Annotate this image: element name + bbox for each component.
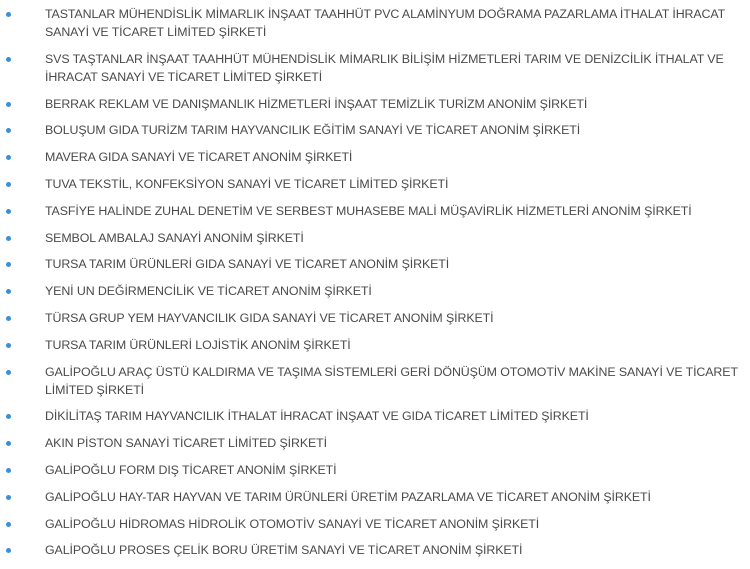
bullet-icon <box>6 12 11 17</box>
bullet-icon <box>6 262 11 267</box>
list-item <box>0 95 750 113</box>
company-name: YENİ UN DEĞİRMENCİLİK VE TİCARET ANONİM ŞİRKETİ <box>45 284 372 299</box>
company-name: TURSA TARIM ÜRÜNLERİ LOJİSTİK ANONİM ŞİRKETİ <box>45 337 351 352</box>
list-item <box>0 148 750 166</box>
company-name: BOLUŞUM GIDA TURİZM TARIM HAYVANCILIK EĞİTİM SANAYİ VE TİCARET ANONİM ŞİRKETİ <box>45 123 581 138</box>
company-name: GALİPOĞLU FORM DIŞ TİCARET ANONİM ŞİRKETİ <box>45 462 337 477</box>
bullet-icon <box>6 316 11 321</box>
bullet-icon <box>6 289 11 294</box>
list-item <box>0 121 750 139</box>
list-item <box>0 461 750 479</box>
company-list <box>0 5 750 568</box>
company-name: AKIN PİSTON SANAYİ TİCARET LİMİTED ŞİRKETİ <box>45 436 327 451</box>
company-name: MAVERA GIDA SANAYİ VE TİCARET ANONİM ŞİRKETİ <box>45 150 353 165</box>
bullet-icon <box>6 441 11 446</box>
bullet-icon <box>6 155 11 160</box>
list-item <box>0 541 750 559</box>
bullet-icon <box>6 414 11 419</box>
company-name: TASTANLAR MÜHENDİSLİK MİMARLIK İNŞAAT TAAHHÜT PVC ALAMİNYUM DOĞRAMA PAZARLAMA İTHALAT İHRACAT SANAYİ VE TİCARET LİMİTED ŞİRKETİ <box>45 7 725 39</box>
list-item <box>0 336 750 354</box>
list-item <box>0 175 750 193</box>
bullet-icon <box>6 522 11 527</box>
company-name: TURSA TARIM ÜRÜNLERİ GIDA SANAYİ VE TİCARET ANONİM ŞİRKETİ <box>45 257 450 272</box>
list-item <box>0 434 750 452</box>
bullet-icon <box>6 495 11 500</box>
list-item <box>0 255 750 273</box>
bullet-icon <box>6 128 11 133</box>
company-name: SVS TAŞTANLAR İNŞAAT TAAHHÜT MÜHENDİSLİK MİMARLIK BİLİŞİM HİZMETLERİ TARIM VE DENİZCİLİK İTHALAT VE İHRACAT SANAYİ VE TİCARET LİMİTED ŞİRKETİ <box>45 51 724 84</box>
list-item <box>0 363 750 399</box>
bullet-icon <box>6 182 11 187</box>
list-item <box>0 515 750 533</box>
bullet-icon <box>6 57 11 62</box>
list-item <box>0 229 750 247</box>
company-name: BERRAK REKLAM VE DANIŞMANLIK HİZMETLERİ İNŞAAT TEMİZLİK TURİZM ANONİM ŞİRKETİ <box>45 96 588 111</box>
bullet-icon <box>6 209 11 214</box>
list-item <box>0 309 750 327</box>
company-name: GALİPOĞLU HAY-TAR HAYVAN VE TARIM ÜRÜNLERİ ÜRETİM PAZARLAMA VE TİCARET ANONİM ŞİRKETİ <box>45 489 651 504</box>
company-name: DİKİLİTAŞ TARIM HAYVANCILIK İTHALAT İHRACAT İNŞAAT VE GIDA TİCARET LİMİTED ŞİRKETİ <box>45 409 589 424</box>
bullet-icon <box>6 343 11 348</box>
company-name: TUVA TEKSTİL, KONFEKSİYON SANAYİ VE TİCARET LİMİTED ŞİRKETİ <box>45 176 449 191</box>
bullet-icon <box>6 370 11 375</box>
list-item <box>0 407 750 425</box>
list-item <box>0 488 750 506</box>
company-name: TASFİYE HALİNDE ZUHAL DENETİM VE SERBEST MUHASEBE MALİ MÜŞAVİRLİK HİZMETLERİ ANONİM ŞİRKETİ <box>45 203 692 218</box>
company-name: GALİPOĞLU ARAÇ ÜSTÜ KALDIRMA VE TAŞIMA SİSTEMLERİ GERİ DÖNÜŞÜM OTOMOTİV MAKİNE SANAYİ VE TİCARET LİMİTED ŞİRKETİ <box>45 364 738 397</box>
bullet-icon <box>6 236 11 241</box>
bullet-icon <box>6 102 11 107</box>
company-name: TÜRSA GRUP YEM HAYVANCILIK GIDA SANAYİ VE TİCARET ANONİM ŞİRKETİ <box>45 310 494 325</box>
company-name: GALİPOĞLU HİDROMAS HİDROLİK OTOMOTİV SANAYİ VE TİCARET ANONİM ŞİRKETİ <box>45 516 540 531</box>
list-item <box>0 282 750 300</box>
bullet-icon <box>6 548 11 553</box>
list-item <box>0 5 750 41</box>
list-item <box>0 50 750 86</box>
list-item <box>0 202 750 220</box>
bullet-icon <box>6 468 11 473</box>
company-name: GALİPOĞLU PROSES ÇELİK BORU ÜRETİM SANAYİ VE TİCARET ANONİM ŞİRKETİ <box>45 543 523 558</box>
company-name: SEMBOL AMBALAJ SANAYİ ANONİM ŞİRKETİ <box>45 230 304 245</box>
